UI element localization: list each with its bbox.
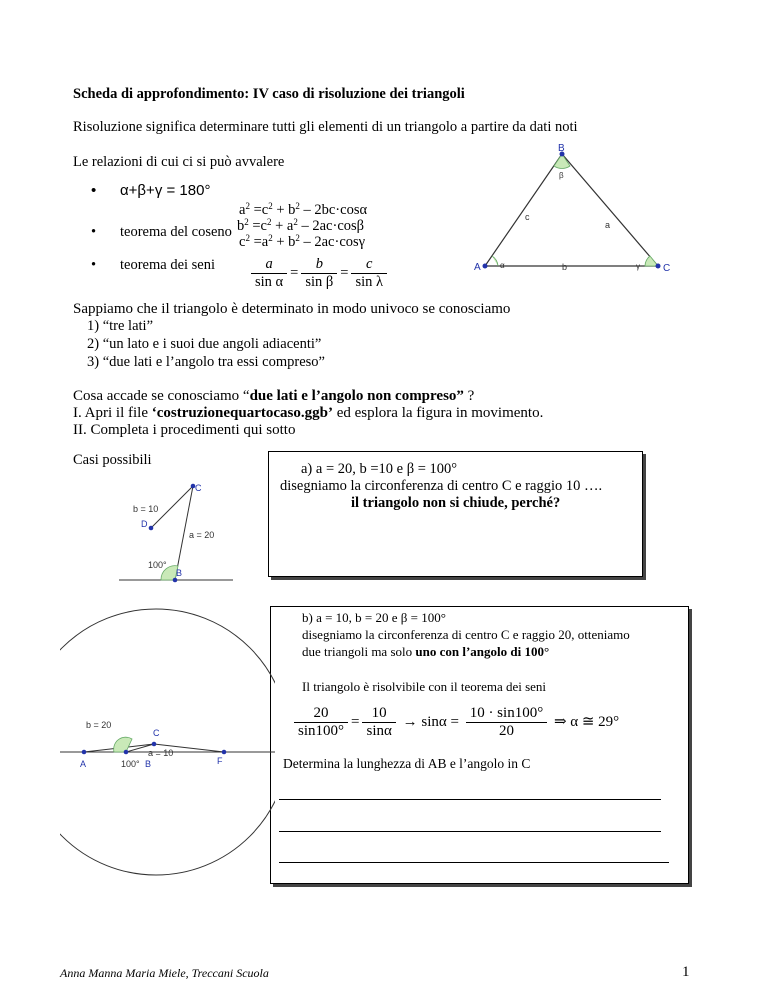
bullet-dot-1: • xyxy=(91,182,97,199)
case-a-line-2: disegniamo la circonferenza di centro C e raggio 10 …. xyxy=(280,478,603,494)
case-b-box xyxy=(270,606,689,884)
case-b-line-2: disegniamo la circonferenza di centro C e raggio 20, otteniamo xyxy=(302,627,630,642)
figure-case-b xyxy=(60,604,275,914)
question: Cosa accade se conosciamo “due lati e l’angolo non compreso” ? xyxy=(73,388,475,404)
known-heading: Sappiamo che il triangolo è determinato in modo univoco se conosciamo xyxy=(73,301,511,317)
fig-a-C: C xyxy=(195,483,202,493)
figure-case-a xyxy=(115,478,235,583)
fig-a-D: D xyxy=(141,519,148,529)
triangle-angle-alpha: α xyxy=(500,261,505,270)
fig-a-side-b: b = 10 xyxy=(133,504,159,514)
fig-b-C: C xyxy=(153,728,160,738)
triangle-angle-beta: β xyxy=(559,171,564,180)
cosine-law-line-1: $a^2 =c^2 + b^2 - 2bc\cdot\cos\alpha$ xyxy=(239,201,368,218)
answer-line-3[interactable] xyxy=(279,862,669,863)
fig-a-side-a: a = 20 xyxy=(189,530,215,540)
case-b-line-4: Il triangolo è risolvibile con il teorema dei seni xyxy=(302,679,547,694)
fig-b-side-a: a = 10 xyxy=(148,748,174,758)
case-a-line-1: a) a = 20, b =10 e β = 100° xyxy=(301,461,458,477)
answer-line-2[interactable] xyxy=(279,831,661,832)
case-b-line-3: due triangoli ma solo uno con l’angolo di 100° xyxy=(302,644,550,659)
case-b-task: Determina la lunghezza di AB e l’angolo in C xyxy=(283,756,531,771)
case-b-sine-calc: $\frac{20}{\sin 100^\circ}$ = $\frac{10}{\sin\alpha}$ → sinα = $\frac{10 \cdot \sin 100^\circ}{20}$ ⇒ α ≅ 29° xyxy=(291,705,619,740)
cases-heading: Casi possibili xyxy=(73,452,152,468)
fig-a-angle: 100° xyxy=(148,560,167,570)
step-2: II. Completa i procedimenti qui sotto xyxy=(73,422,296,438)
bullet-dot-2: • xyxy=(91,224,97,240)
case-a-box xyxy=(268,451,643,577)
triangle-figure xyxy=(470,144,685,284)
fig-b-B: B xyxy=(145,759,152,769)
fig-b-angle: 100° xyxy=(121,759,140,769)
relations-heading: Le relazioni di cui ci si può avvalere xyxy=(73,154,285,170)
known-item-3: 3) “due lati e l’angolo tra essi compreso” xyxy=(87,354,325,370)
triangle-vertex-A: A xyxy=(474,262,481,273)
known-item-2: 2) “un lato e i suoi due angoli adiacenti” xyxy=(87,336,322,352)
triangle-side-c: c xyxy=(525,212,530,222)
fig-a-B: B xyxy=(176,568,183,578)
known-item-1: 1) “tre lati” xyxy=(87,318,154,334)
cosine-law-line-2: $b^2 =c^2 + a^2 - 2ac\cdot\cos\beta$ xyxy=(237,217,365,234)
page-title: Scheda di approfondimento: IV caso di risoluzione dei triangoli xyxy=(73,86,465,102)
cosine-law-line-3: $c^2 =a^2 + b^2 - 2ac\cdot\cos\gamma$ xyxy=(239,233,366,250)
intro-text: Risoluzione significa determinare tutti gli elementi di un triangolo a partire da dati noti xyxy=(73,119,578,135)
fig-b-A: A xyxy=(80,759,87,769)
triangle-side-a: a xyxy=(605,220,611,230)
answer-line-1[interactable] xyxy=(279,799,661,800)
footer: Anna Manna Maria Miele, Treccani Scuola xyxy=(60,966,269,980)
fig-b-F: F xyxy=(217,756,223,766)
step-1: I. Apri il file ‘costruzionequartocaso.ggb’ ed esplora la figura in movimento. xyxy=(73,405,544,421)
fig-b-side-b: b = 20 xyxy=(86,720,112,730)
cosine-law-label: teorema del coseno xyxy=(120,224,232,240)
page-number: 1 xyxy=(682,964,690,980)
case-a-line-3: il triangolo non si chiude, perché? xyxy=(351,495,561,511)
sine-law-label: teorema dei seni xyxy=(120,257,216,273)
cosine-law-block xyxy=(239,202,367,250)
triangle-vertex-C: C xyxy=(663,263,671,274)
triangle-side-b: b xyxy=(562,262,568,272)
angle-sum-formula: α+β+γ = 180° xyxy=(120,182,211,199)
case-b-line-1: b) a = 10, b = 20 e β = 100° xyxy=(302,610,446,625)
sine-law-formula: $\frac{a}{\text{sin α}}$ = $\frac{b}{\text{sin β}}$ = $\frac{c}{\text{sin λ}}$ xyxy=(248,256,390,291)
bullet-dot-3: • xyxy=(91,257,97,273)
triangle-vertex-B: B xyxy=(558,144,565,154)
triangle-angle-gamma: γ xyxy=(636,262,640,271)
